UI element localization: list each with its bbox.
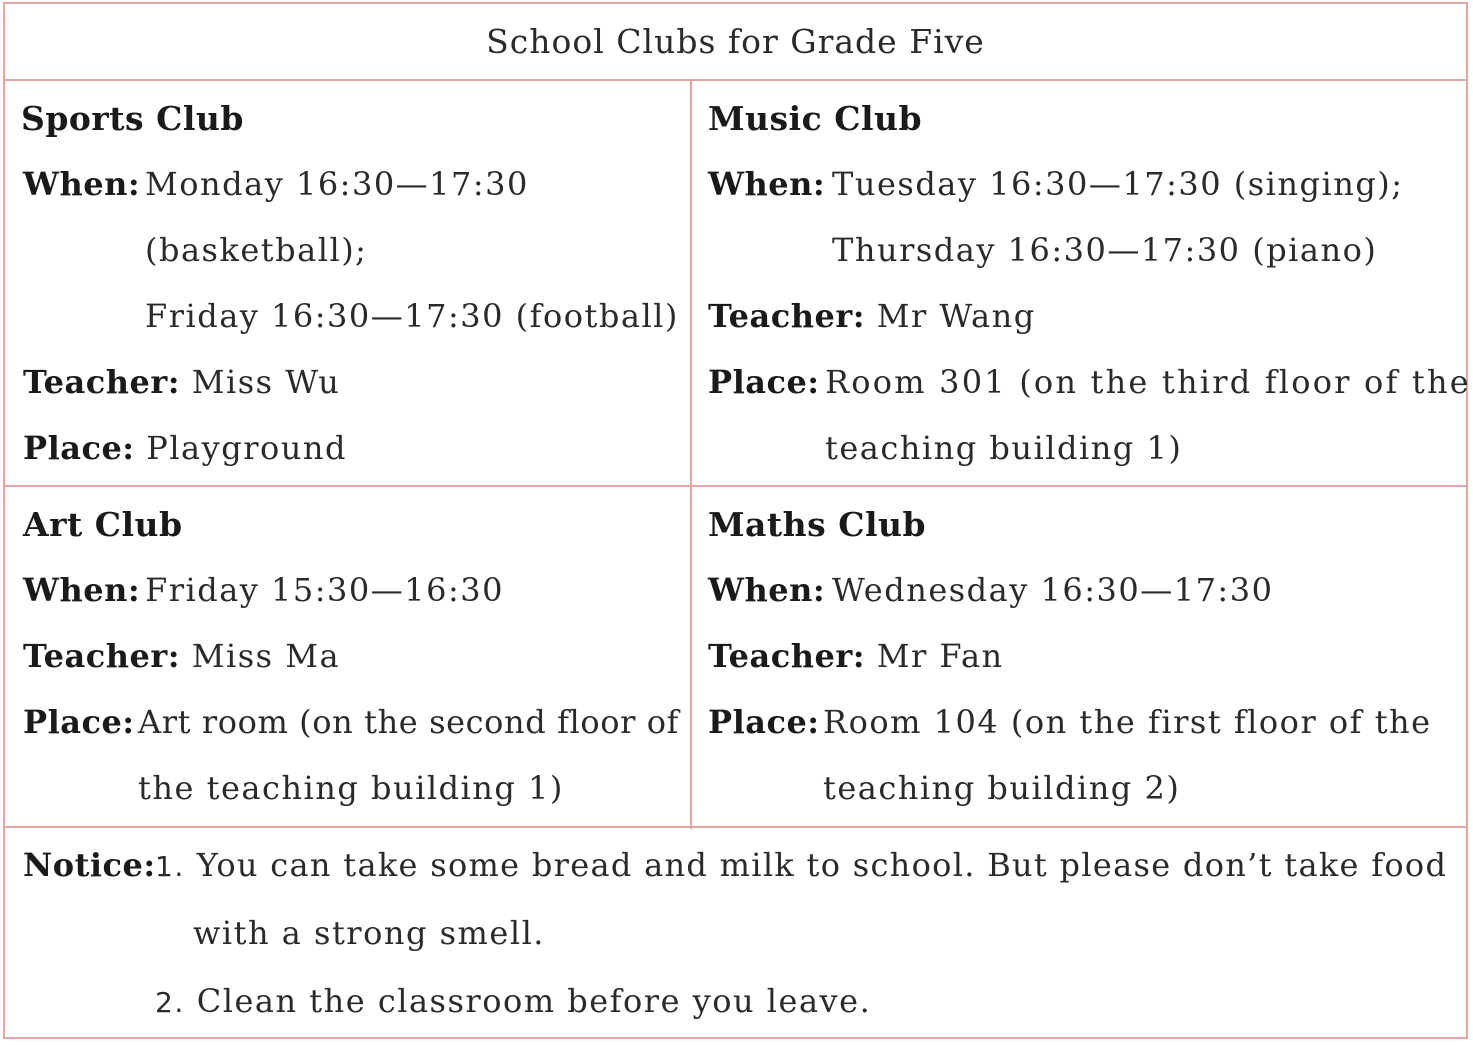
maths-club-name: Maths Club <box>708 505 927 544</box>
music-place-row <box>708 363 820 401</box>
notice-item-1-line2: with a strong smell. <box>193 914 545 952</box>
maths-teacher-value: Mr Fan <box>876 637 1004 675</box>
music-place-line2: teaching building 1) <box>825 429 1183 467</box>
maths-teacher-row <box>708 637 1004 675</box>
notice-section <box>5 828 1466 1037</box>
sports-teacher-row <box>23 363 340 401</box>
art-place-row <box>23 703 135 741</box>
art-when-line1: Friday 15:30—16:30 <box>145 571 504 609</box>
music-teacher-row <box>708 297 1036 335</box>
music-when-row <box>708 165 825 203</box>
music-teacher-value: Mr Wang <box>876 297 1036 335</box>
art-place-label: Place: <box>23 703 135 741</box>
sports-when-line1: Monday 16:30—17:30 <box>145 165 529 203</box>
sports-place-label: Place: <box>23 429 135 467</box>
maths-place-line2: teaching building 2) <box>823 769 1181 807</box>
art-when-row <box>23 571 140 609</box>
art-place-line2: the teaching building 1) <box>138 769 564 807</box>
sports-when-line2: (basketball); <box>145 231 368 269</box>
sports-when-line3: Friday 16:30—17:30 (football) <box>145 297 679 335</box>
notice-item-1 <box>155 846 1447 884</box>
sports-place-row <box>23 429 347 467</box>
maths-place-line1: Room 104 (on the first floor of the <box>823 703 1432 741</box>
notice-item-2-number: 2. <box>155 986 185 1019</box>
maths-when-row <box>708 571 825 609</box>
music-when-line2: Thursday 16:30—17:30 (piano) <box>832 231 1378 269</box>
maths-place-row <box>708 703 820 741</box>
sports-teacher-value: Miss Wu <box>191 363 341 401</box>
art-place-line1: Art room (on the second floor of <box>138 703 680 741</box>
sports-when-label: When: <box>23 165 141 203</box>
notice-item-1-number: 1. <box>155 850 185 883</box>
sports-club-cell <box>5 81 690 485</box>
maths-when-label: When: <box>708 571 826 609</box>
table-title: School Clubs for Grade Five <box>486 22 985 61</box>
sports-place-value: Playground <box>146 429 347 467</box>
maths-club-cell <box>692 487 1468 826</box>
music-when-line1: Tuesday 16:30—17:30 (singing); <box>832 165 1404 203</box>
art-when-label: When: <box>23 571 141 609</box>
clubs-table <box>3 2 1471 1039</box>
sports-club-name: Sports Club <box>21 99 244 138</box>
notice-label: Notice: <box>23 846 156 884</box>
title-row <box>5 4 1466 81</box>
music-club-cell <box>692 81 1471 485</box>
art-teacher-row <box>23 637 340 675</box>
art-teacher-label: Teacher: <box>23 637 181 675</box>
music-place-line1: Room 301 (on the third floor of the <box>825 363 1471 401</box>
notice-item-1-line1: You can take some bread and milk to school. But please don’t take food <box>196 846 1448 884</box>
art-club-name: Art Club <box>23 505 183 544</box>
notice-item-2 <box>155 982 871 1020</box>
music-when-label: When: <box>708 165 826 203</box>
sports-when-row <box>23 165 140 203</box>
art-teacher-value: Miss Ma <box>191 637 341 675</box>
notice-label-row <box>23 846 156 884</box>
notice-item-2-line1: Clean the classroom before you leave. <box>196 982 872 1020</box>
maths-place-label: Place: <box>708 703 820 741</box>
music-place-label: Place: <box>708 363 820 401</box>
maths-when-line1: Wednesday 16:30—17:30 <box>832 571 1274 609</box>
art-club-cell <box>5 487 690 826</box>
music-teacher-label: Teacher: <box>708 297 866 335</box>
sports-teacher-label: Teacher: <box>23 363 181 401</box>
music-club-name: Music Club <box>708 99 923 138</box>
maths-teacher-label: Teacher: <box>708 637 866 675</box>
